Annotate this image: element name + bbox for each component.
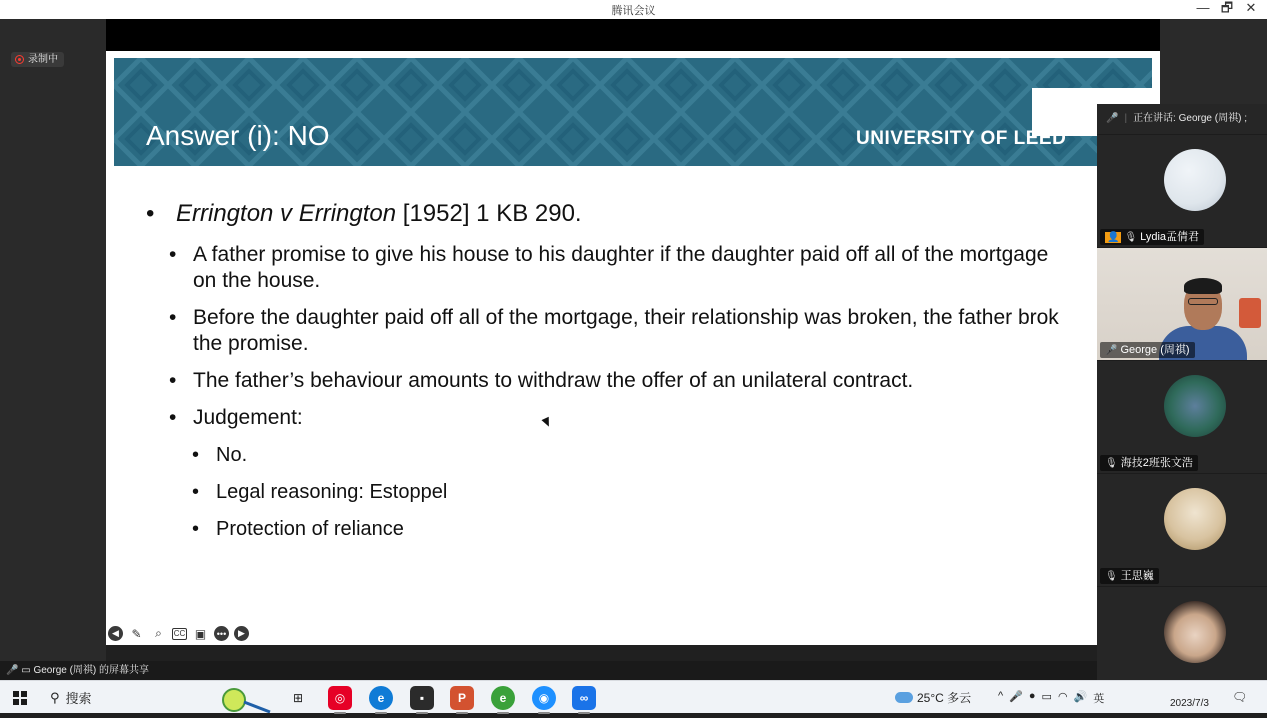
notification-icon[interactable]: 🗨	[1232, 690, 1248, 704]
qq-icon[interactable]: ●	[1028, 690, 1036, 702]
powerpoint-icon[interactable]: P	[450, 686, 474, 710]
weather-cloud-icon	[895, 692, 913, 703]
share-top-bar	[106, 19, 1160, 51]
avatar	[1164, 149, 1226, 211]
host-icon: 👤	[1107, 232, 1120, 243]
university-name: UNIVERSITY OF LEED	[856, 128, 1067, 149]
bullet-promise-line1: A father promise to give his house to his daughter if the daughter paid off all of the mortgage	[193, 243, 1049, 266]
bullet-estoppel-text: Legal reasoning: Estoppel	[216, 481, 448, 503]
bullet-reliance-text: Protection of reliance	[216, 518, 404, 540]
participant-tile[interactable]	[1097, 474, 1267, 586]
weather-widget[interactable]	[895, 689, 971, 706]
participant-name: 👤 🎙 Lydia孟倩君	[1100, 229, 1204, 245]
mic-icon: 🎤	[6, 665, 19, 676]
record-icon	[15, 55, 24, 64]
system-tray[interactable]	[998, 690, 1104, 706]
bullet-promise: • A father promise to give his house to his daughter if the daughter paid off all of the mortgage on the house.	[169, 243, 1049, 292]
participant-video-tile[interactable]	[1097, 248, 1267, 360]
video-person-hair	[1184, 278, 1222, 294]
battery-icon[interactable]: ▭	[1041, 691, 1052, 703]
video-person-glasses	[1188, 298, 1218, 305]
mic-muted-icon: 🎙	[1105, 571, 1118, 582]
mic-icon: 🎤	[1105, 345, 1118, 356]
windows-start-icon[interactable]	[13, 691, 27, 705]
prev-icon[interactable]: ◀	[108, 626, 123, 641]
bullet-estoppel: • Legal reasoning: Estoppel	[192, 481, 448, 503]
bullet-judgement-text: Judgement:	[193, 406, 303, 429]
volume-icon[interactable]: 🔊	[1073, 691, 1088, 703]
more-icon[interactable]: •••	[214, 626, 229, 641]
mic-tray-icon[interactable]: 🎤	[1009, 691, 1023, 703]
ime-indicator[interactable]: 英	[1093, 693, 1105, 705]
screen-share-icon: ▭	[21, 665, 31, 676]
avatar	[1164, 375, 1226, 437]
participant-name: 🎤 George (周祺)	[1100, 342, 1195, 358]
chevron-up-icon[interactable]: ^	[998, 690, 1004, 702]
cc-icon[interactable]: CC	[173, 629, 186, 638]
participant-tile[interactable]	[1097, 361, 1267, 473]
participants-panel	[1097, 104, 1267, 696]
bullet-no-text: No.	[216, 444, 248, 466]
ie-icon[interactable]: e	[491, 686, 515, 710]
participant-tile[interactable]	[1097, 135, 1267, 247]
participant-name: 🎙 海技2班张文浩	[1100, 455, 1198, 471]
bullet-reliance: • Protection of reliance	[192, 518, 404, 540]
slide-title: Answer (i): NO	[146, 120, 330, 151]
tencent-meeting-icon[interactable]: ∞	[572, 686, 596, 710]
bullet-broken-line1: Before the daughter paid off all of the mortgage, their relationship was broken, the father brok	[193, 306, 1059, 329]
share-status-text: George (周祺) 的屏幕共享	[33, 665, 150, 676]
browser-icon[interactable]: ◉	[532, 686, 556, 710]
video-background-object	[1239, 298, 1261, 328]
case-name: Errington v Errington	[176, 200, 397, 227]
next-icon[interactable]: ▶	[234, 626, 249, 641]
window-title: 腾讯会议	[611, 5, 656, 17]
pen-icon[interactable]: ✎	[131, 626, 142, 641]
bullet-no: • No.	[192, 444, 248, 466]
screen-share-status	[0, 661, 1097, 680]
search-icon: ⚲	[50, 689, 60, 705]
recording-indicator[interactable]	[11, 52, 64, 67]
bullet-judgement: • Judgement:	[169, 406, 303, 429]
edge-icon[interactable]: e	[369, 686, 393, 710]
windows-taskbar	[0, 680, 1267, 713]
speaking-label: 正在讲话: George (周祺) ;	[1133, 113, 1247, 124]
case-citation: [1952] 1 KB 290.	[396, 200, 582, 227]
left-margin	[0, 19, 106, 661]
wifi-icon[interactable]: ◠	[1057, 691, 1068, 703]
recording-label: 录制中	[28, 54, 58, 65]
speaking-indicator: 🎤 | 正在讲话: George (周祺) ;	[1097, 104, 1267, 134]
slide-toolbar	[108, 625, 249, 642]
bullet-promise-line2: on the house.	[193, 269, 321, 292]
weather-text: 25°C 多云	[917, 691, 972, 705]
search-highlight-image[interactable]	[216, 682, 272, 713]
bullet-withdraw: • The father’s behaviour amounts to withdraw the offer of an unilateral contract.	[169, 369, 914, 392]
restore-button[interactable]: 🗗	[1220, 0, 1234, 15]
shared-slide	[106, 51, 1160, 645]
mic-muted-icon: 🎤	[1106, 113, 1119, 124]
camera-off-icon[interactable]: ▣	[194, 626, 207, 641]
zoom-icon[interactable]: ⌕	[155, 626, 162, 640]
bullet-broken: • Before the daughter paid off all of the mortgage, their relationship was broken, the father brok the promise.	[169, 306, 1059, 355]
window-titlebar	[0, 0, 1267, 19]
avatar	[1164, 488, 1226, 550]
participant-name: 🎙 王思巍	[1100, 568, 1159, 584]
taskbar-date[interactable]: 2023/7/3	[1170, 698, 1209, 709]
task-view-icon[interactable]: ⊞	[292, 691, 304, 705]
taskbar-search[interactable]	[40, 685, 212, 710]
minimize-button[interactable]: —	[1196, 0, 1210, 15]
bullet-broken-line2: the promise.	[193, 332, 309, 355]
sticky-notes-icon[interactable]: ▪	[410, 686, 434, 710]
bullet-withdraw-text: The father’s behaviour amounts to withdraw the offer of an unilateral contract.	[193, 369, 914, 392]
netease-music-icon[interactable]: ◎	[328, 686, 352, 710]
slide-banner	[114, 58, 1152, 166]
avatar	[1164, 601, 1226, 663]
search-label: 搜索	[65, 691, 92, 706]
mic-muted-icon: 🎙	[1124, 232, 1138, 243]
bullet-case: • Errington v Errington [1952] 1 KB 290.	[146, 200, 582, 227]
mic-muted-icon: 🎙	[1105, 458, 1118, 469]
close-button[interactable]: ✕	[1245, 0, 1257, 15]
